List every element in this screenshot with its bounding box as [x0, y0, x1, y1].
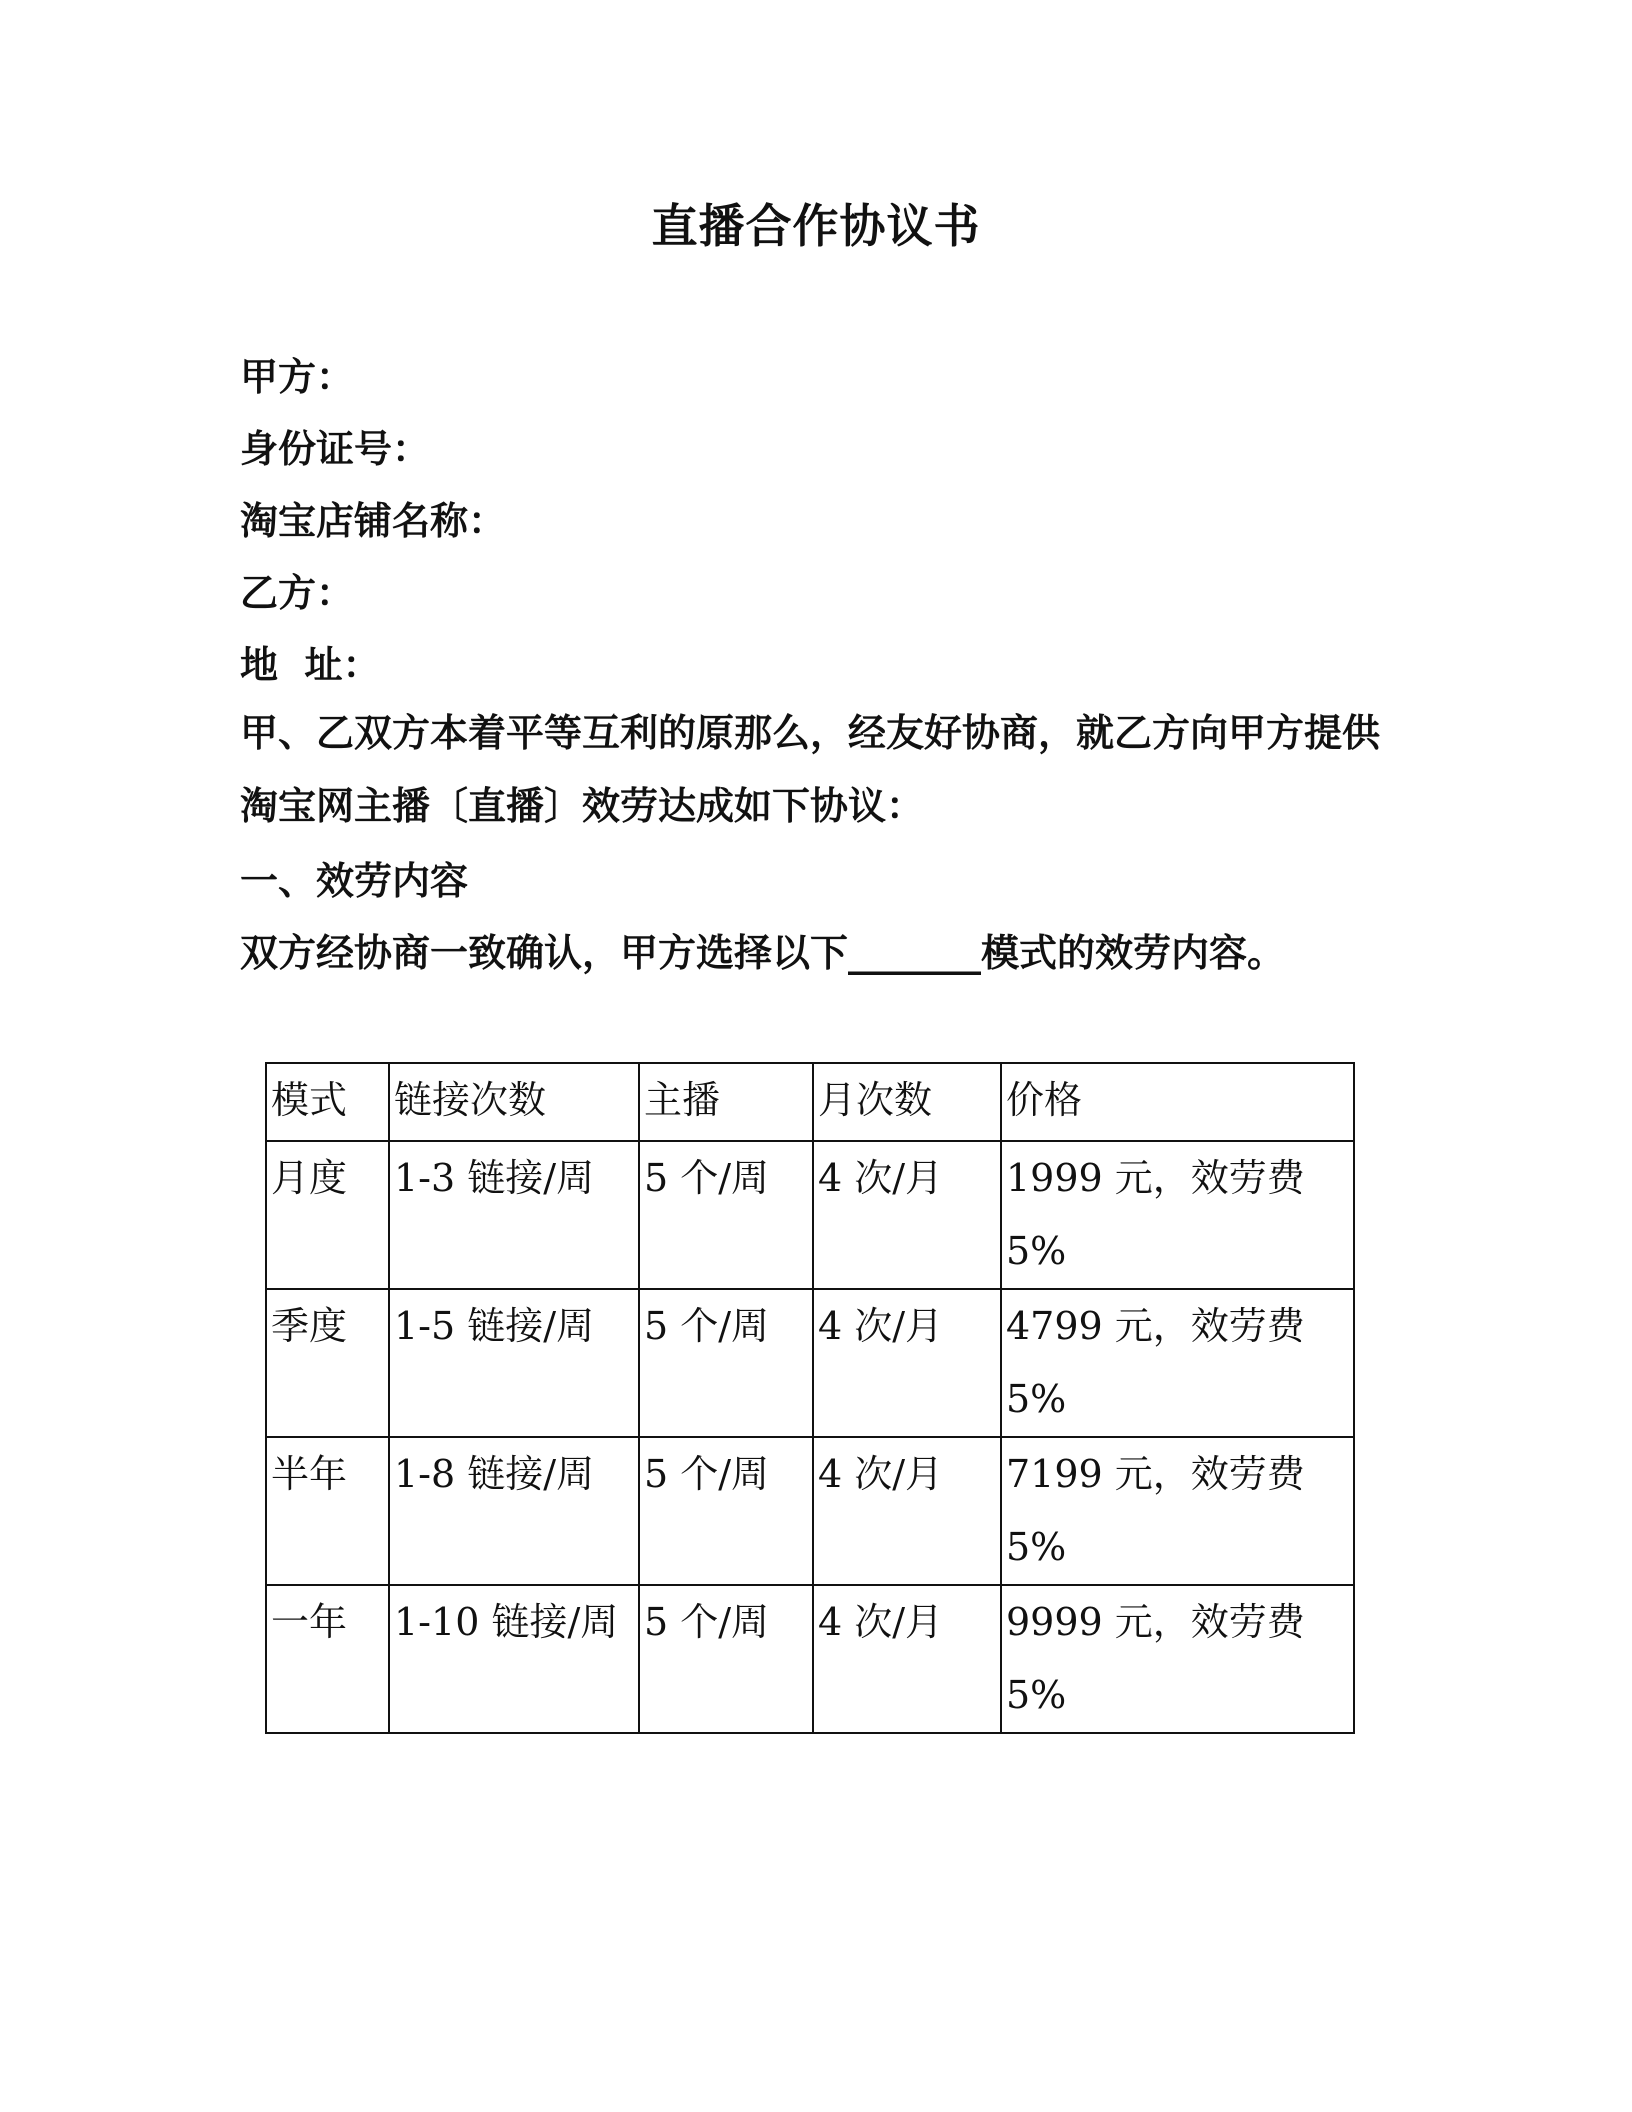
cell-price: 9999 元，效劳费 5%: [1001, 1585, 1354, 1733]
cell-mode: 月度: [266, 1141, 389, 1289]
table-row: [266, 1585, 1354, 1733]
cell-link-count: 1-10 链接/周: [389, 1585, 639, 1733]
party-a-label: 甲方：: [240, 355, 355, 399]
cell-price: 4799 元，效劳费 5%: [1001, 1289, 1354, 1437]
cell-monthly-count: 4 次/月: [813, 1585, 1001, 1733]
cell-monthly-count: 4 次/月: [813, 1437, 1001, 1585]
table-header-row: [266, 1063, 1354, 1141]
header-link-count: 链接次数: [389, 1063, 639, 1141]
header-mode: 模式: [266, 1063, 389, 1141]
cell-host: 5 个/周: [639, 1585, 813, 1733]
cell-host: 5 个/周: [639, 1437, 813, 1585]
table-row: [266, 1437, 1354, 1585]
id-number-label: 身份证号：: [240, 427, 431, 471]
header-price: 价格: [1001, 1063, 1354, 1141]
document-title: 直播合作协议书: [651, 199, 981, 253]
header-host: 主播: [639, 1063, 813, 1141]
service-table: [265, 1062, 1355, 1734]
intro-paragraph: 甲、乙双方本着平等互利的原那么，经友好协商，就乙方向甲方提供淘宝网主播〔直播〕效劳达成如下协议：: [240, 711, 1381, 828]
cell-host: 5 个/周: [639, 1141, 813, 1289]
cell-link-count: 1-8 链接/周: [389, 1437, 639, 1585]
table-row: [266, 1289, 1354, 1437]
section-heading: 一、效劳内容: [240, 859, 469, 903]
cell-link-count: 1-3 链接/周: [389, 1141, 639, 1289]
cell-monthly-count: 4 次/月: [813, 1141, 1001, 1289]
header-monthly-count: 月次数: [813, 1063, 1001, 1141]
table-row: [266, 1141, 1354, 1289]
cell-mode: 半年: [266, 1437, 389, 1585]
shop-name-label: 淘宝店铺名称：: [240, 499, 507, 543]
section-text: 双方经协商一致确认，甲方选择以下_______模式的效劳内容。: [240, 931, 1286, 975]
cell-link-count: 1-5 链接/周: [389, 1289, 639, 1437]
cell-price: 1999 元，效劳费 5%: [1001, 1141, 1354, 1289]
party-b-label: 乙方：: [240, 571, 355, 615]
cell-monthly-count: 4 次/月: [813, 1289, 1001, 1437]
address-label: 地 址：: [240, 643, 381, 687]
cell-price: 7199 元，效劳费 5%: [1001, 1437, 1354, 1585]
cell-mode: 一年: [266, 1585, 389, 1733]
cell-host: 5 个/周: [639, 1289, 813, 1437]
cell-mode: 季度: [266, 1289, 389, 1437]
